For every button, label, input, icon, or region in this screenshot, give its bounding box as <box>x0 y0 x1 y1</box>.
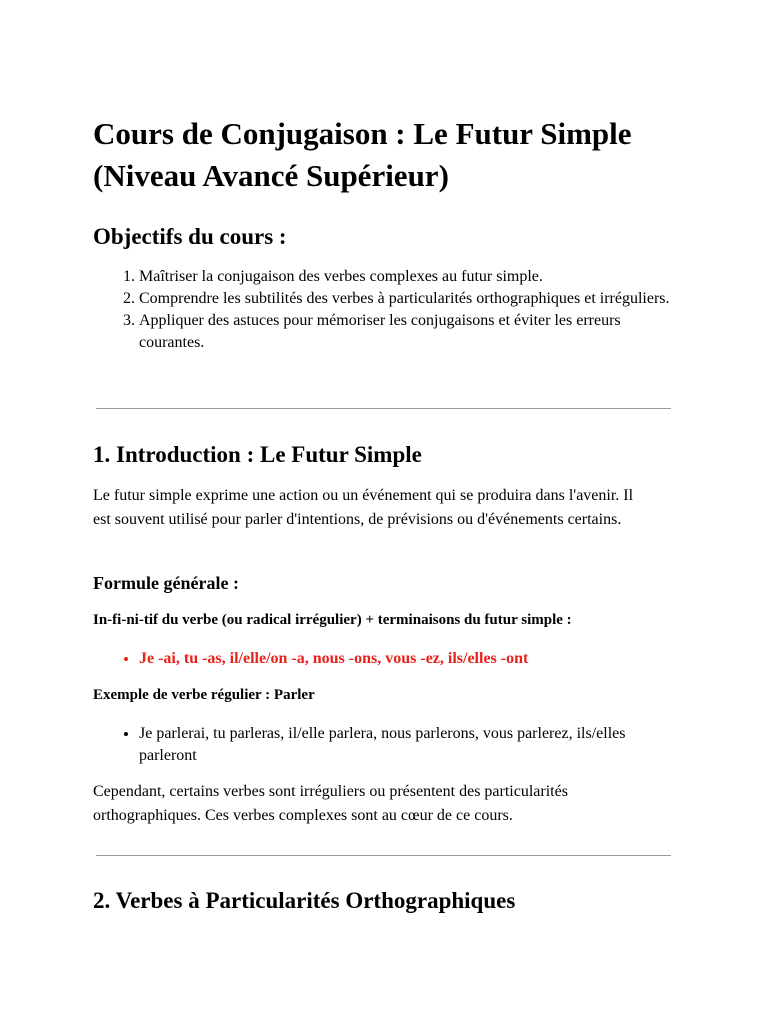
endings-item: • Je -ai, tu -as, il/elle/on -a, nous -ons, vous -ez, ils/elles -ont <box>139 648 684 670</box>
section-divider <box>96 855 671 856</box>
formule-heading: Formule générale : <box>93 573 239 593</box>
infinitif-line: In-fi-ni-tif du verbe (ou radical irrégulier) + terminaisons du futur simple : <box>93 612 572 628</box>
objective-item-1: 1. Maîtriser la conjugaison des verbes complexes au futur simple. <box>139 266 684 288</box>
cependant-paragraph: Cependant, certains verbes sont irréguliers ou présentent des particularités orthographiques. Ces verbes complexes sont au cœur de ce cours. <box>93 783 568 824</box>
objectives-heading: Objectifs du cours : <box>93 224 287 249</box>
intro-paragraph: Le futur simple exprime une action ou un événement qui se produira dans l'avenir. Il est souvent utilisé pour parler d'intentions, de prévisions ou d'événements certains. <box>93 487 634 528</box>
example-conjugation-item: • Je parlerai, tu parleras, il/elle parlera, nous parlerons, vous parlerez, ils/elles parleront <box>139 723 684 767</box>
page-title: Cours de Conjugaison : Le Futur Simple (Niveau Avancé Supérieur) <box>93 116 632 193</box>
section2-heading: 2. Verbes à Particularités Orthographiques <box>93 888 516 913</box>
objectives-list <box>93 266 684 354</box>
objective-item-2: 2. Comprendre les subtilités des verbes à particularités orthographiques et irréguliers. <box>139 288 684 310</box>
intro-heading: 1. Introduction : Le Futur Simple <box>93 442 422 467</box>
section-divider <box>96 408 671 409</box>
objective-item-3: 3. Appliquer des astuces pour mémoriser les conjugaisons et éviter les erreurs courantes. <box>139 310 684 354</box>
endings-list <box>93 648 684 670</box>
example-heading: Exemple de verbe régulier : Parler <box>93 687 315 703</box>
example-list <box>93 723 684 767</box>
